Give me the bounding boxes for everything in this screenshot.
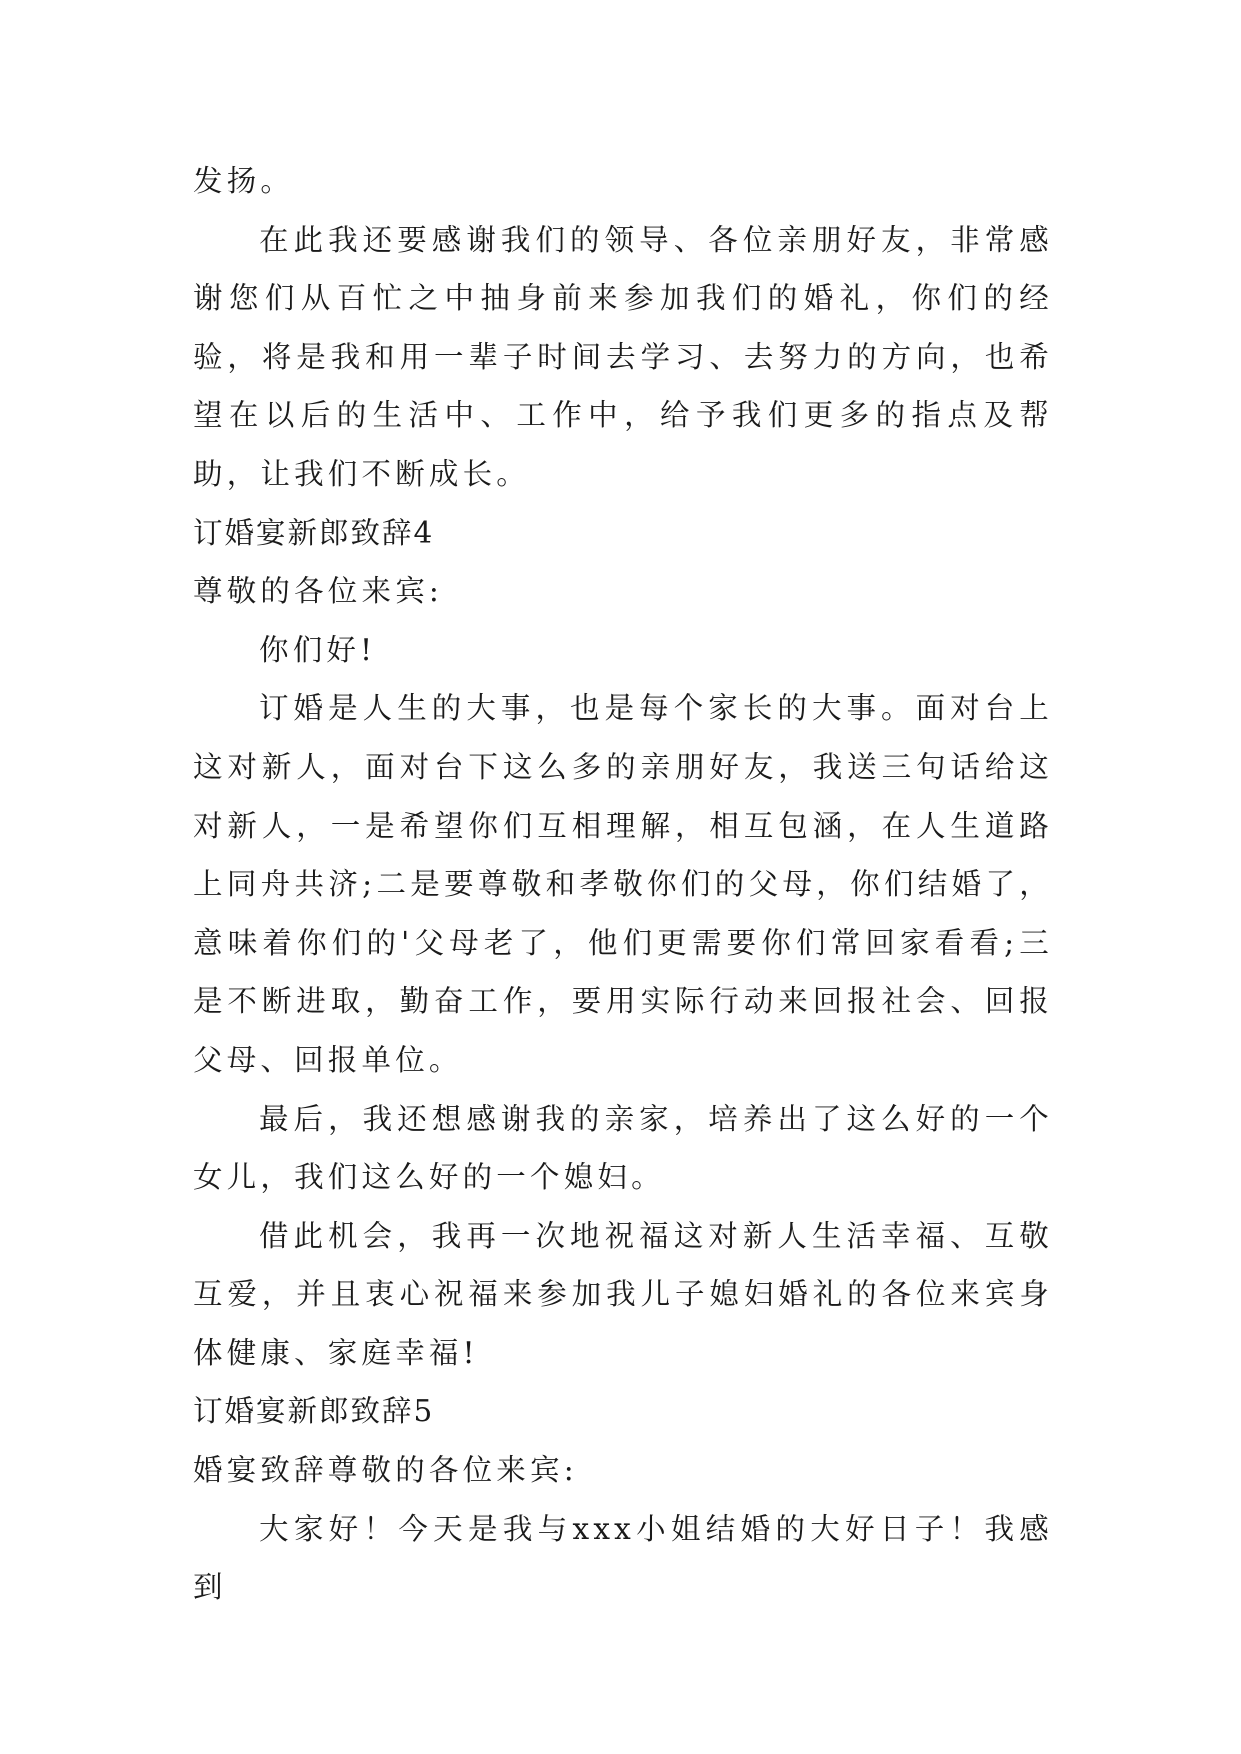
document-body	[193, 152, 1053, 1617]
paragraph-thanks: 在此我还要感谢我们的领导、各位亲朋好友，非常感谢您们从百忙之中抽身前来参加我们的婚礼，你们的经验，将是我和用一辈子时间去学习、去努力的方向，也希望在以后的生活中、工作中，给予我们更多的指点及帮助，让我们不断成长。	[193, 222, 1053, 491]
salutation-5: 婚宴致辞尊敬的各位来宾:	[193, 1453, 578, 1488]
paragraph-opening-5: 大家好！今天是我与xxx小姐结婚的大好日子！我感到	[193, 1511, 1053, 1605]
salutation-4: 尊敬的各位来宾:	[193, 574, 444, 609]
greeting-4: 你们好!	[259, 632, 377, 667]
section-heading-4: 订婚宴新郎致辞4	[193, 515, 435, 550]
paragraph-in-laws: 最后，我还想感谢我的亲家，培养出了这么好的一个女儿，我们这么好的一个媳妇。	[193, 1101, 1053, 1195]
paragraph-advice: 订婚是人生的大事，也是每个家长的大事。面对台上这对新人，面对台下这么多的亲朋好友，我送三句话给这对新人，一是希望你们互相理解，相互包涵，在人生道路上同舟共济;二是要尊敬和孝敬你们的父母，你们结婚了，意味着你们的'父母老了，他们更需要你们常回家看看;三是不断进取，勤奋工作，要用实际行动来回报社会、回报父母、回报单位。	[193, 691, 1053, 1077]
section-heading-5: 订婚宴新郎致辞5	[193, 1394, 435, 1429]
paragraph-continuation: 发扬。	[193, 164, 295, 198]
paragraph-blessing: 借此机会，我再一次地祝福这对新人生活幸福、互敬互爱，并且衷心祝福来参加我儿子媳妇婚礼的各位来宾身体健康、家庭幸福!	[193, 1218, 1053, 1370]
